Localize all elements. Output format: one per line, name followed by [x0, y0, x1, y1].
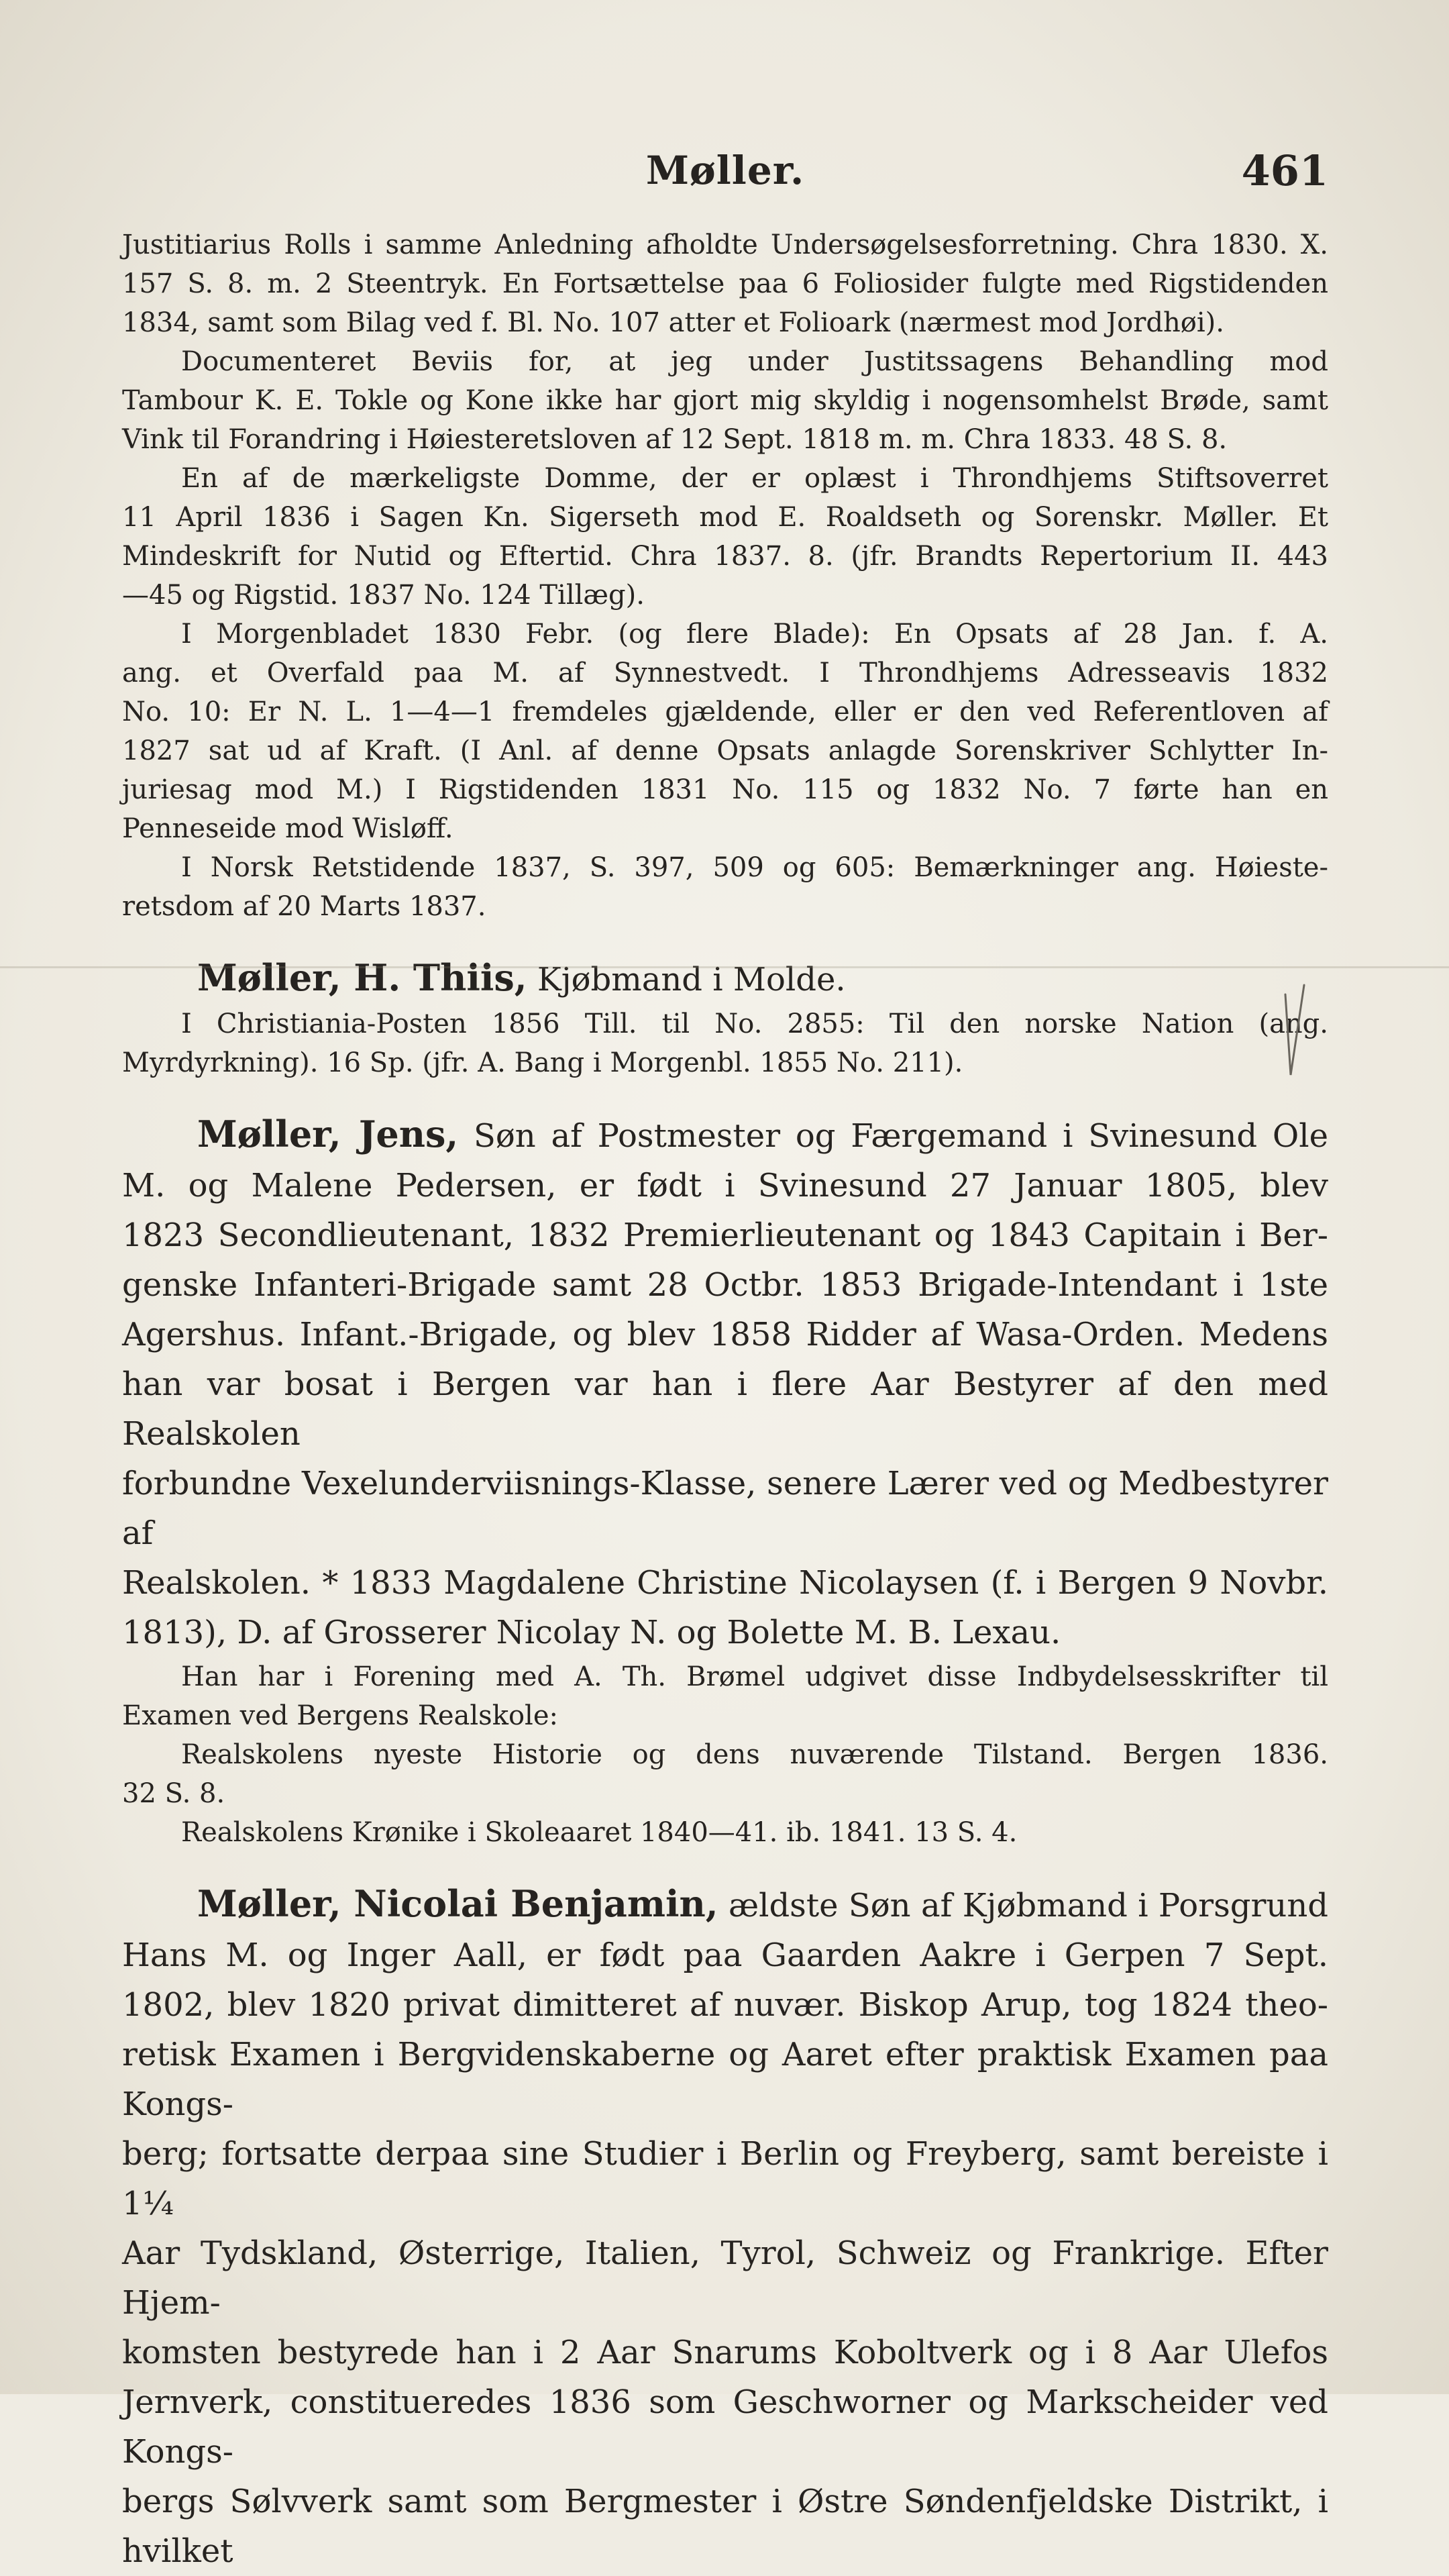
- text-line: 157 S. 8. m. 2 Steentryk. En Fortsættelse paa 6 Foliosider fulgte med Rigstidenden: [122, 268, 1328, 299]
- entry-heading-text: ældste Søn af Kjøbmand i Porsgrund: [728, 1887, 1328, 1924]
- pencil-tick-mark: [1281, 981, 1308, 1088]
- text-line: retsdom af 20 Marts 1837.: [122, 891, 486, 922]
- text-line: En af de mærkeligste Domme, der er oplæst i Throndhjems Stiftsoverret: [181, 463, 1328, 494]
- entry-heading-line: [122, 953, 1328, 1004]
- entry-notes: [122, 1004, 1328, 1082]
- entry-body: [122, 1930, 1328, 2576]
- text-line: Examen ved Bergens Realskole:: [122, 1700, 558, 1731]
- text-line: 32 S. 8.: [122, 1778, 225, 1809]
- text-line: Vink til Forandring i Høiesteretsloven af 12 Sept. 1818 m. m. Chra 1833. 48 S. 8.: [122, 424, 1228, 455]
- entry-heading-line: [122, 1879, 1328, 1930]
- text-line: retisk Examen i Bergvidenskaberne og Aaret efter praktisk Examen paa Kongs-: [122, 2036, 1328, 2123]
- text-line: Hans M. og Inger Aall, er født paa Gaarden Aakre i Gerpen 7 Sept.: [122, 1937, 1328, 1974]
- text-line: 11 April 1836 i Sagen Kn. Sigerseth mod E. Roaldseth og Sorenskr. Møller. Et: [122, 502, 1328, 533]
- entries: [122, 953, 1328, 2576]
- text-line: Realskolen. * 1833 Magdalene Christine Nicolaysen (f. i Bergen 9 Novbr.: [122, 1564, 1328, 1602]
- text-line: Myrdyrkning). 16 Sp. (jfr. A. Bang i Morgenbl. 1855 No. 211).: [122, 1047, 963, 1078]
- page-number: 461: [1241, 146, 1328, 195]
- text-line: M. og Malene Pedersen, er født i Svinesund 27 Januar 1805, blev: [122, 1167, 1328, 1204]
- page-header: [122, 134, 1328, 208]
- text-line: ang. et Overfald paa M. af Synnestvedt. I Throndhjems Adresseavis 1832: [122, 658, 1328, 688]
- text-line: —45 og Rigstid. 1837 No. 124 Tillæg).: [122, 580, 645, 611]
- text-line: Documenteret Beviis for, at jeg under Justitssagens Behandling mod: [181, 346, 1328, 377]
- entry-heading-text: Kjøbmand i Molde.: [537, 961, 846, 998]
- entry-body: [122, 1161, 1328, 1657]
- text-line: 1834, samt som Bilag ved f. Bl. No. 107 atter et Folioark (nærmest mod Jordhøi).: [122, 307, 1224, 338]
- entry-name: Møller, H. Thiis,: [197, 956, 527, 999]
- text-line: Tambour K. E. Tokle og Kone ikke har gjort mig skyldig i nogensomhelst Brøde, samt: [122, 385, 1328, 416]
- text-line: Aar Tydskland, Østerrige, Italien, Tyrol, Schweiz og Frankrige. Efter Hjem-: [122, 2234, 1328, 2322]
- biography-entry: [122, 953, 1328, 1082]
- entry-heading-text: Søn af Postmester og Færgemand i Svinesund Ole: [474, 1117, 1328, 1155]
- text-line: Jernverk, constitueredes 1836 som Geschworner og Markscheider ved Kongs-: [122, 2383, 1328, 2471]
- entry-name: Møller, Nicolai Benjamin,: [197, 1882, 718, 1925]
- page-crease: [0, 966, 1449, 968]
- biography-entry: [122, 1109, 1328, 1852]
- text-line: Penneseide mod Wisløff.: [122, 813, 453, 844]
- text-line: No. 10: Er N. L. 1—4—1 fremdeles gjældende, eller er den ved Referentloven af: [122, 697, 1328, 727]
- continuation-text: [122, 225, 1328, 926]
- entry-notes: [122, 1657, 1328, 1852]
- text-line: 1802, blev 1820 privat dimitteret af nuvær. Biskop Arup, tog 1824 theo-: [122, 1986, 1328, 2024]
- text-line: Han har i Forening med A. Th. Brømel udgivet disse Indbydelsesskrifter til: [181, 1661, 1328, 1692]
- text-line: komsten bestyrede han i 2 Aar Snarums Koboltverk og i 8 Aar Ulefos: [122, 2334, 1328, 2371]
- text-line: Realskolens nyeste Historie og dens nuværende Tilstand. Bergen 1836.: [181, 1739, 1328, 1770]
- text-line: Agershus. Infant.-Brigade, og blev 1858 Ridder af Wasa-Orden. Medens: [122, 1316, 1328, 1353]
- text-line: berg; fortsatte derpaa sine Studier i Berlin og Freyberg, samt bereiste i 1¼: [122, 2135, 1328, 2222]
- text-line: forbundne Vexelunderviisnings-Klasse, senere Lærer ved og Medbestyrer af: [122, 1465, 1328, 1552]
- text-line: I Norsk Retstidende 1837, S. 397, 509 og 605: Bemærkninger ang. Høieste-: [181, 852, 1328, 883]
- text-line: bergs Sølvverk samt som Bergmester i Østre Søndenfjeldske Distrikt, i hvilket: [122, 2483, 1328, 2570]
- text-line: han var bosat i Bergen var han i flere Aar Bestyrer af den med Realskolen: [122, 1366, 1328, 1453]
- text-line: Realskolens Krønike i Skoleaaret 1840—41. ib. 1841. 13 S. 4.: [181, 1817, 1018, 1848]
- biography-entry: [122, 1879, 1328, 2576]
- text-line: genske Infanteri-Brigade samt 28 Octbr. 1853 Brigade-Intendant i 1ste: [122, 1266, 1328, 1304]
- text-line: 1827 sat ud af Kraft. (I Anl. af denne Opsats anlagde Sorenskriver Schlytter In-: [122, 735, 1328, 766]
- text-line: Mindeskrift for Nutid og Eftertid. Chra 1837. 8. (jfr. Brandts Repertorium II. 443: [122, 541, 1328, 572]
- text-line: I Christiania-Posten 1856 Till. til No. 2855: Til den norske Nation (ang.: [181, 1009, 1328, 1039]
- text-line: 1823 Secondlieutenant, 1832 Premierlieutenant og 1843 Capitain i Ber-: [122, 1217, 1328, 1254]
- text-line: juriesag mod M.) I Rigstidenden 1831 No. 115 og 1832 No. 7 førte han en: [122, 774, 1328, 805]
- running-head: Møller.: [645, 148, 805, 193]
- text-line: 1813), D. af Grosserer Nicolay N. og Bolette M. B. Lexau.: [122, 1614, 1061, 1651]
- entry-heading-line: [122, 1109, 1328, 1161]
- entry-name: Møller, Jens,: [197, 1113, 459, 1155]
- text-line: I Morgenbladet 1830 Febr. (og flere Blade): En Opsats af 28 Jan. f. A.: [181, 619, 1328, 650]
- text-line: Justitiarius Rolls i samme Anledning afholdte Undersøgelsesforretning. Chra 1830. X.: [122, 229, 1328, 260]
